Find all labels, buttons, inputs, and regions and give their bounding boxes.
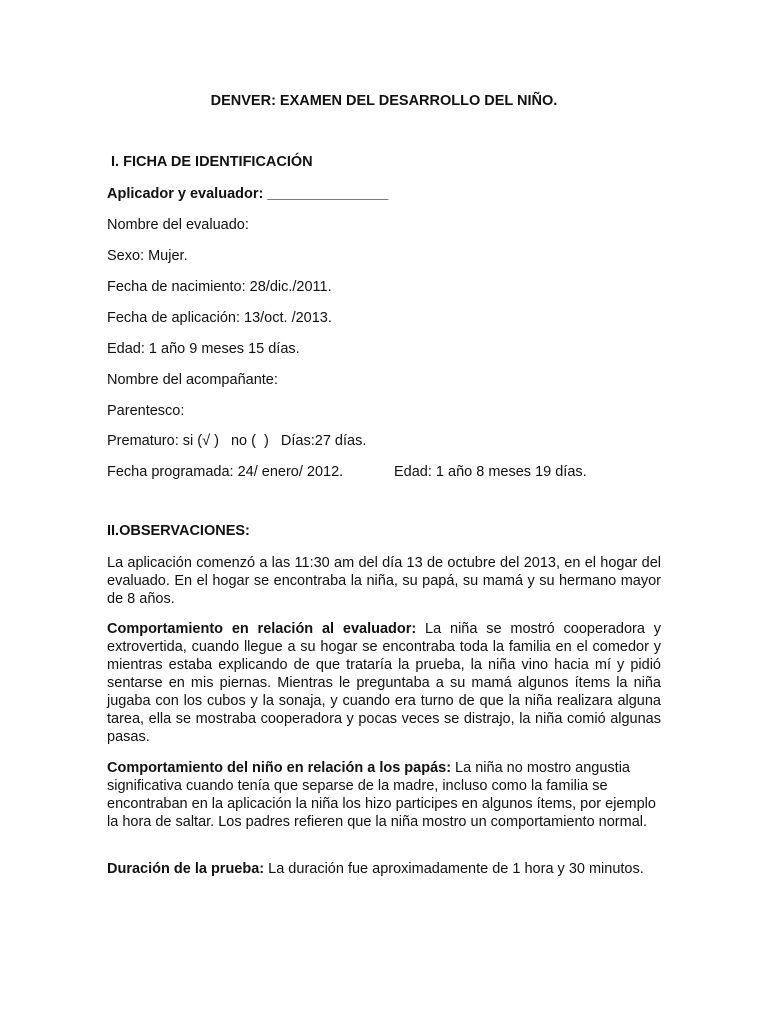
duracion-paragraph <box>107 860 661 878</box>
duracion-text: La duración fue aproximadamente de 1 hora y 30 minutos. <box>264 861 644 877</box>
comportamiento-papas-label: Comportamiento del niño en relación a los papás: <box>107 760 452 776</box>
duracion-label: Duración de la prueba: <box>107 861 265 877</box>
fecha-programada-line <box>107 464 343 480</box>
section-heading-identificacion: I. FICHA DE IDENTIFICACIÓN <box>111 154 313 170</box>
comportamiento-evaluador-label: Comportamiento en relación al evaluador: <box>107 621 417 637</box>
fecha-aplicacion-line: Fecha de aplicación: 13/oct. /2013. <box>107 310 332 326</box>
comportamiento-papas-paragraph <box>107 759 661 831</box>
comportamiento-evaluador-paragraph <box>107 620 661 746</box>
aplicador-line: Aplicador y evaluador: _______________ <box>107 186 389 202</box>
nombre-evaluado-line: Nombre del evaluado: <box>107 217 249 233</box>
edad-programada: Edad: 1 año 8 meses 19 días. <box>394 464 587 480</box>
edad-line: Edad: 1 año 9 meses 15 días. <box>107 341 300 357</box>
parentesco-line: Parentesco: <box>107 403 185 419</box>
fecha-programada: Fecha programada: 24/ enero/ 2012. <box>107 464 344 480</box>
observaciones-intro-paragraph: La aplicación comenzó a las 11:30 am del día 13 de octubre del 2013, en el hogar del evaluado. En el hogar se encontraba la niña, su papá, su mamá y su hermano mayor de 8 años. <box>107 555 661 607</box>
acompanante-line: Nombre del acompañante: <box>107 372 278 388</box>
sexo-line: Sexo: Mujer. <box>107 248 188 264</box>
fecha-nacimiento-line: Fecha de nacimiento: 28/dic./2011. <box>107 279 332 295</box>
comportamiento-papas-text: La niña no mostro angustia significativa cuando tenía que separse de la madre, incluso como la familia se encontraban en la aplicación la niña los hizo participes en algunos ítems, por ejemplo la hora de saltar. Los padres refieren que la niña mostro un comportamiento normal. <box>107 760 656 830</box>
document-title: DENVER: EXAMEN DEL DESARROLLO DEL NIÑO. <box>210 93 558 109</box>
prematuro-line: Prematuro: si (√ ) no ( ) Días:27 días. <box>107 433 367 449</box>
section-heading-observaciones: II.OBSERVACIONES: <box>107 523 250 539</box>
comportamiento-evaluador-text: La niña se mostró cooperadora y extrovertida, cuando llegue a su hogar se encontraba toda la familia en el comedor y mientras estaba explicando de que trataría la prueba, la niña vino hacia mí y pidió sentarse en mis piernas. Mientras le preguntaba a su mamá algunos ítems la niña jugaba con los cubos y la sonaja, y cuando era turno de que la niña realizara alguna tarea, ella se mostraba cooperadora y pocas veces se distrajo, la niña comió algunas pasas. <box>107 621 661 745</box>
